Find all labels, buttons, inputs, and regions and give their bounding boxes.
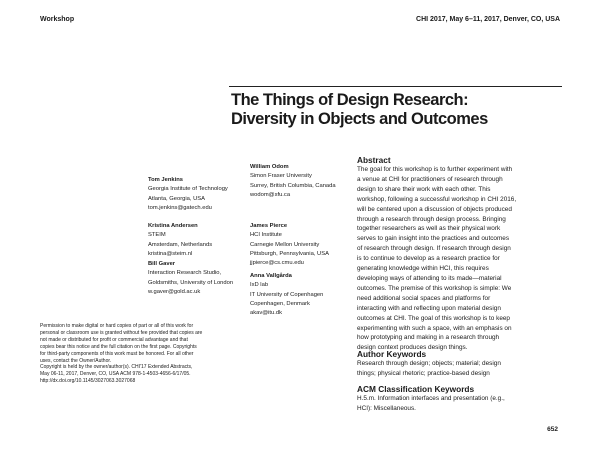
author-name: Bill Gaver [148,261,176,267]
keywords-body [357,359,501,379]
author-email: jjpierce@cs.cmu.edu [250,260,304,267]
author-email: akav@itu.dk [250,310,282,317]
acm-heading: ACM Classification Keywords [357,384,475,394]
copyright-line: copies bear this notice and the full citation on the first page. Copyrights [40,343,197,350]
copyright-line: Permission to make digital or hard copies of part or all of this work for [40,323,194,329]
author-name: William Odom [250,164,289,170]
author-affiliation: Georgia Institute of Technology [148,186,228,193]
author-location: Atlanta, Georgia, USA [148,195,206,202]
keywords-section [357,349,501,379]
author-affiliation: Simon Fraser University [250,173,312,180]
abstract-line: outcomes. The premise of this workshop is simple: We [357,284,512,292]
abstract-line: generating knowledge within HCI, this requires [357,265,489,273]
author-affiliation: HCI Institute [250,232,282,239]
abstract-section [357,155,563,353]
acm-line: HCI): Miscellaneous. [357,404,416,412]
abstract-line: design context produces design things. [357,344,468,352]
abstract-line: is to continue to develop as a research practice for [357,255,500,263]
author-name: Kristina Andersen [148,223,198,229]
title-line: The Things of Design Research: [231,91,469,109]
abstract-line: together researchers as well as their physical work [357,225,501,233]
abstract-line: developing ways of attending to its made—material [357,274,502,282]
author-block [148,260,233,297]
author-email: wodom@sfu.ca [250,191,291,198]
author-location: Surrey, British Columbia, Canada [250,182,336,189]
abstract-line: experimenting with such a space, with an emphasis on [357,324,512,332]
author-email: w.gaver@gold.ac.uk [148,288,201,295]
author-block [148,222,212,259]
author-block [250,272,323,318]
abstract-line: The goal for this workshop is to further experiment with [357,166,513,173]
abstract-line: interacting with and reflecting upon material design [357,304,501,312]
author-affiliation: IT University of Copenhagen [250,291,324,298]
author-affiliation: Goldsmiths, University of London [148,279,234,286]
keywords-heading: Author Keywords [357,349,427,359]
abstract-line: serves to gain insight into the practices and outcomes [357,235,510,243]
acm-line: H.5.m. Information interfaces and presentation (e.g., [357,395,505,402]
abstract-body [357,165,563,353]
author-affiliation: STEIM [148,232,166,239]
author-affiliation: IxD lab [250,282,269,289]
title-rule [229,86,562,87]
page-number: 652 [547,426,558,433]
copyright-line: uses, contact the Owner/Author. [40,357,112,364]
author-affiliation: Carnegie Mellon University [250,241,320,248]
doi-link[interactable]: http://dx.doi.org/10.1145/3027063.3027068 [40,378,136,385]
abstract-line: of research through design. If research through design [357,245,511,253]
abstract-line: workshop, following a successful workshop in CHI 2016, [357,195,517,203]
paper-title [231,91,561,129]
acm-classification-section [357,384,505,414]
copyright-line: not made or distributed for profit or commercial advantage and that [40,336,188,343]
author-name: Tom Jenkins [148,177,184,183]
title-line: Diversity in Objects and Outcomes [231,110,488,128]
author-location: Amsterdam, Netherlands [148,241,213,248]
copyright-line: May 06-11, 2017, Denver, CO, USA ACM 978-1-4503-4656-6/17/05. [40,371,191,378]
running-header-conference: CHI 2017, May 6–11, 2017, Denver, CO, USA [416,16,560,23]
abstract-line: will be centered upon a discussion of objects produced [357,205,512,213]
author-name: Anna Vallgårda [250,273,292,279]
author-block [250,163,336,200]
keywords-line: Research through design; objects; material; design [357,360,501,367]
keywords-line: things; physical rhetoric; practice-based design [357,369,490,377]
abstract-line: need additional social spaces and platforms for [357,294,491,302]
abstract-line: design to share their work with each other. This [357,185,491,193]
copyright-notice [40,323,208,385]
author-location: Pittsburgh, Pennsylvania, USA [250,250,329,257]
author-name: James Pierce [250,223,288,229]
author-email: tom.jenkins@gatech.edu [148,204,212,211]
acm-body [357,394,505,414]
abstract-line: through a research through design process. Bringing [357,215,506,223]
author-location: Copenhagen, Denmark [250,300,310,307]
abstract-line: how prototyping and making in a research through [357,334,500,342]
abstract-line: a venue at CHI for practitioners of research through [357,175,503,183]
copyright-line: for third-party components of this work must be honored. For all other [40,350,194,357]
copyright-line: personal or classroom use is granted without fee provided that copies are [40,329,203,336]
author-affiliation: Interaction Research Studio, [148,270,222,277]
author-block [148,176,228,213]
abstract-heading: Abstract [357,155,391,165]
running-header-venue-track: Workshop [40,16,75,23]
author-block [250,222,329,268]
author-email: kristina@steim.nl [148,250,193,257]
copyright-line: Copyright is held by the owner/author(s). CHI'17 Extended Abstracts, [40,364,193,371]
abstract-line: outcomes at CHI. The goal of this workshop is to keep [357,314,510,322]
